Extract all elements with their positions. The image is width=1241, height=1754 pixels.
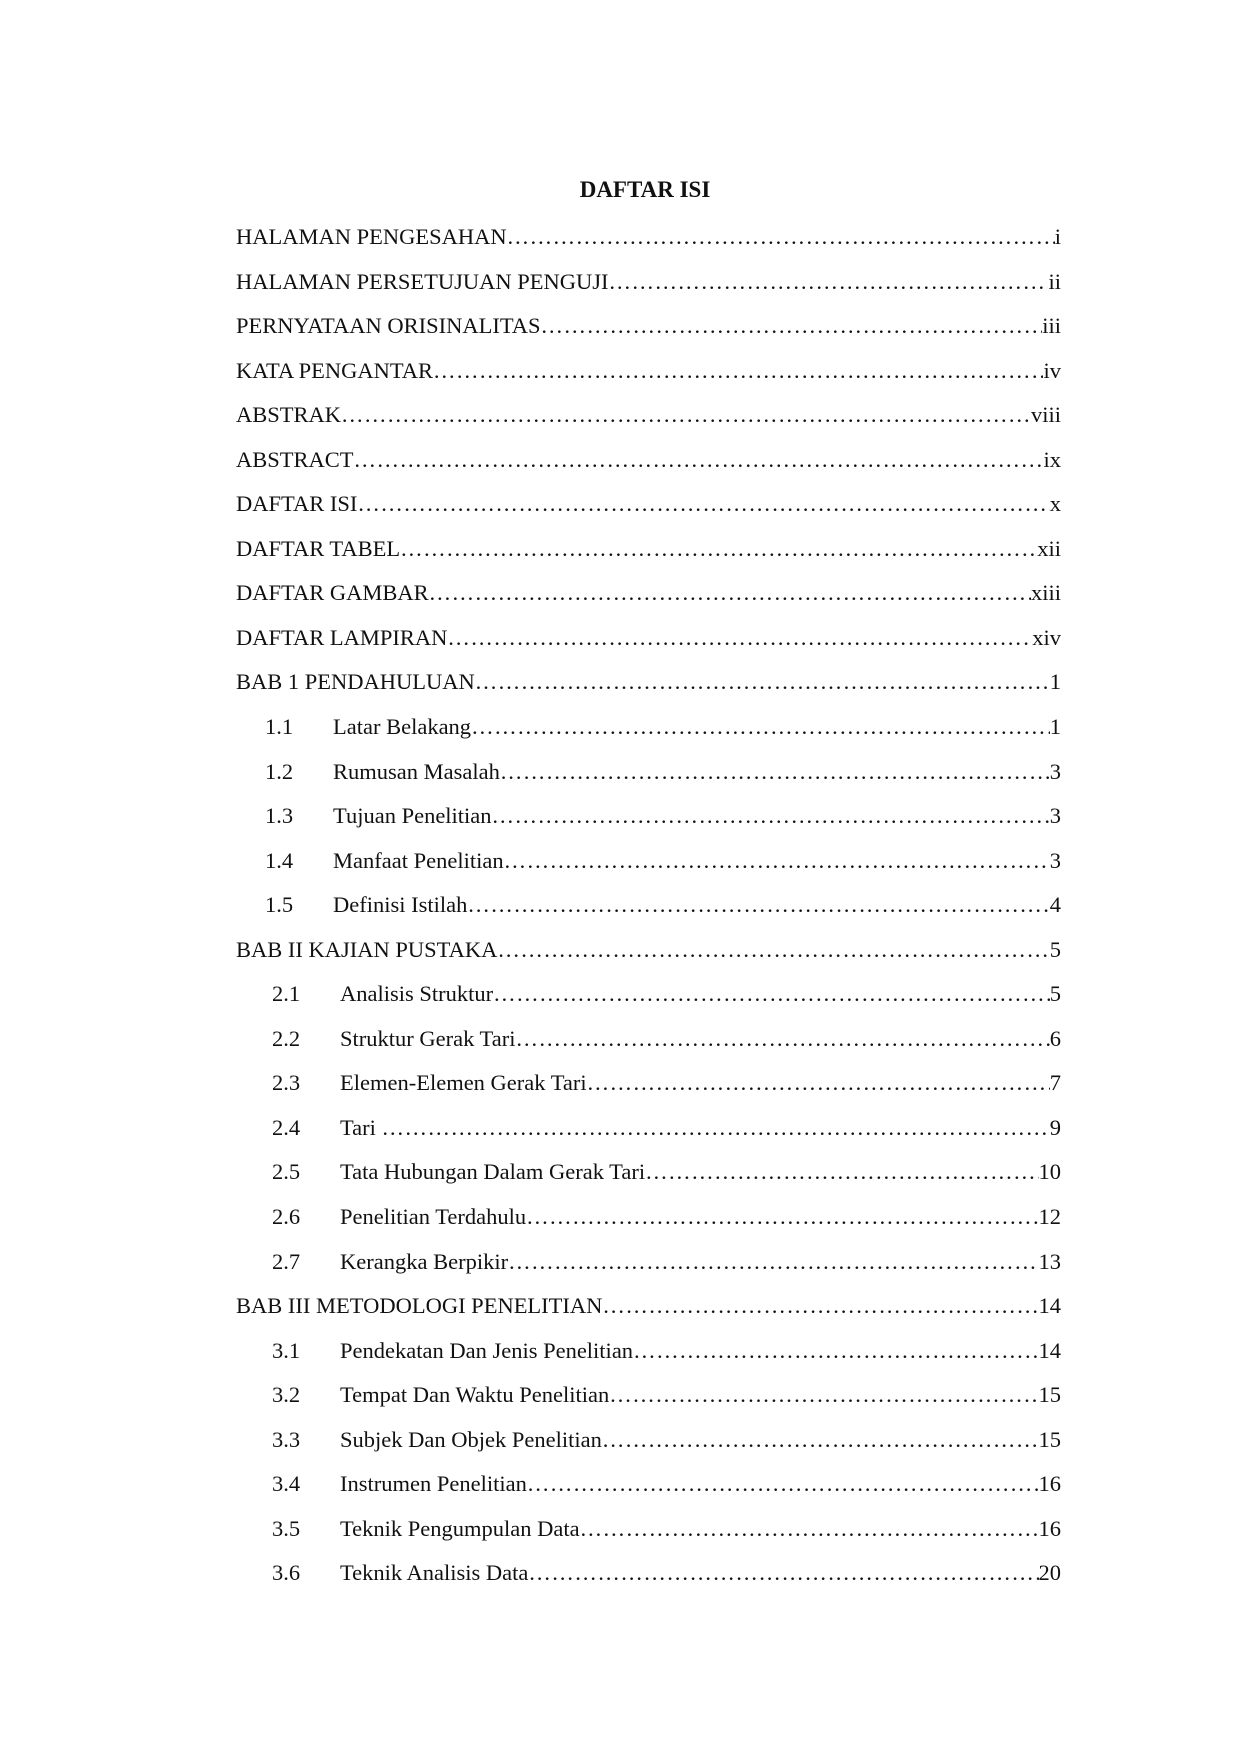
leader-dots: [633, 1336, 1038, 1366]
toc-entry-label: HALAMAN PERSETUJUAN PENGUJI: [236, 268, 609, 294]
leader-dots: [587, 1068, 1050, 1098]
toc-subentry[interactable]: [236, 1469, 1061, 1514]
leader-dots: [500, 757, 1050, 787]
toc-entry-page: 14: [1038, 1337, 1061, 1363]
toc-entry-number: 2.1: [272, 981, 301, 1007]
toc-entry-label: Rumusan Masalah: [333, 758, 500, 784]
toc-entry-page: xii: [1037, 535, 1061, 561]
leader-dots: [526, 1202, 1038, 1232]
leader-dots: [602, 1425, 1039, 1455]
toc-entry-page: 1: [1049, 669, 1061, 695]
leader-dots: [609, 1380, 1038, 1410]
toc-subentry[interactable]: [236, 712, 1061, 757]
toc-entry-number: 3.6: [272, 1560, 301, 1586]
leader-dots: [492, 801, 1050, 831]
toc-entry-number: 2.2: [272, 1025, 301, 1051]
toc-entry-label: Manfaat Penelitian: [333, 847, 504, 873]
toc-entry-page: viii: [1030, 402, 1061, 428]
toc-entry[interactable]: [236, 489, 1061, 534]
toc-entry-page: 3: [1049, 847, 1061, 873]
toc-subentry[interactable]: [236, 1425, 1061, 1470]
toc-entry-page: 10: [1038, 1159, 1061, 1185]
toc-entry[interactable]: [236, 311, 1061, 356]
toc-entry[interactable]: [236, 356, 1061, 401]
toc-entry[interactable]: [236, 623, 1061, 668]
toc-entry-page: xiii: [1030, 580, 1061, 606]
toc-subentry[interactable]: [236, 1336, 1061, 1381]
toc-subentry[interactable]: [236, 1157, 1061, 1202]
toc-entry-label: ABSTRAK: [236, 402, 342, 428]
toc-entry-number: 2.4: [272, 1114, 301, 1140]
toc-entry-label: DAFTAR ISI: [236, 491, 358, 517]
toc-entry-number: 1.4: [265, 847, 294, 873]
leader-dots: [528, 1558, 1038, 1588]
toc-entry-page: 3: [1049, 803, 1061, 829]
toc-entry-label: Definisi Istilah: [333, 892, 468, 918]
toc-entry[interactable]: [236, 445, 1061, 490]
toc-entry-page: 15: [1038, 1382, 1061, 1408]
toc-entry-page: 5: [1049, 936, 1061, 962]
toc-subentry[interactable]: [236, 1247, 1061, 1292]
toc-entry-page: 15: [1038, 1426, 1061, 1452]
toc-entry-page: 9: [1049, 1114, 1061, 1140]
toc-entry-label: Elemen-Elemen Gerak Tari: [340, 1070, 587, 1096]
toc-entry[interactable]: [236, 578, 1061, 623]
toc-entry-page: x: [1049, 491, 1061, 517]
toc-entry-number: 3.5: [272, 1515, 301, 1541]
toc-subentry[interactable]: [236, 979, 1061, 1024]
leader-dots: [507, 222, 1055, 252]
leader-dots: [541, 311, 1043, 341]
toc-entry-page: i: [1054, 224, 1061, 249]
toc-entry-number: 3.1: [272, 1337, 301, 1363]
toc-entry-page: xiv: [1032, 624, 1061, 650]
toc-chapter[interactable]: [236, 667, 1061, 712]
toc-entry-page: 6: [1049, 1025, 1061, 1051]
leader-dots: [447, 623, 1032, 653]
leader-dots: [527, 1469, 1039, 1499]
toc-entry-number: 2.7: [272, 1248, 301, 1274]
leader-dots: [382, 1113, 1050, 1143]
toc-entry[interactable]: [236, 400, 1061, 445]
leader-dots: [341, 400, 1031, 430]
toc-entry-number: 2.5: [272, 1159, 301, 1185]
toc-subentry[interactable]: [236, 801, 1061, 846]
toc-entry-number: 3.2: [272, 1382, 301, 1408]
toc-entry-page: 16: [1038, 1471, 1061, 1497]
table-of-contents: [236, 222, 1061, 1603]
leader-dots: [467, 890, 1049, 920]
toc-entry[interactable]: [236, 267, 1061, 312]
toc-subentry[interactable]: [236, 1024, 1061, 1069]
toc-entry-page: ix: [1043, 446, 1061, 472]
toc-entry-page: 3: [1049, 758, 1061, 784]
toc-entry-label: ABSTRACT: [236, 446, 354, 472]
toc-entry[interactable]: [236, 534, 1061, 579]
toc-entry-label: BAB 1 PENDAHULUAN: [236, 669, 475, 695]
leader-dots: [508, 1247, 1038, 1277]
leader-dots: [497, 935, 1049, 965]
leader-dots: [580, 1514, 1039, 1544]
toc-subentry[interactable]: [236, 757, 1061, 802]
toc-entry-label: Tempat Dan Waktu Penelitian: [340, 1382, 610, 1408]
toc-entry-page: 13: [1038, 1248, 1061, 1274]
leader-dots: [429, 578, 1031, 608]
toc-subentry[interactable]: [236, 1113, 1061, 1158]
toc-entry-number: 1.2: [265, 758, 294, 784]
toc-entry-label: Teknik Pengumpulan Data: [340, 1515, 580, 1541]
leader-dots: [645, 1157, 1038, 1187]
toc-subentry[interactable]: [236, 846, 1061, 891]
leader-dots: [471, 712, 1050, 742]
toc-entry-page: 5: [1049, 981, 1061, 1007]
toc-entry-number: 1.1: [265, 714, 294, 740]
toc-entry-label: BAB III METODOLOGI PENELITIAN: [236, 1293, 603, 1319]
toc-entry-label: Analisis Struktur: [340, 981, 494, 1007]
toc-subentry[interactable]: [236, 1514, 1061, 1559]
toc-entry-label: Pendekatan Dan Jenis Penelitian: [340, 1337, 634, 1363]
toc-entry-page: 7: [1049, 1070, 1061, 1096]
toc-entry-page: iii: [1042, 313, 1061, 339]
toc-chapter[interactable]: [236, 1291, 1061, 1336]
toc-entry-label: DAFTAR GAMBAR: [236, 580, 429, 606]
toc-entry-number: 1.5: [265, 892, 294, 918]
toc-entry-page: 14: [1038, 1293, 1061, 1319]
toc-entry-label: HALAMAN PENGESAHAN: [236, 224, 507, 249]
leader-dots: [504, 846, 1050, 876]
toc-entry-label: DAFTAR TABEL: [236, 535, 401, 561]
toc-entry-label: Subjek Dan Objek Penelitian: [340, 1426, 602, 1452]
leader-dots: [493, 979, 1050, 1009]
toc-entry-label: Tari: [340, 1114, 382, 1140]
toc-chapter[interactable]: [236, 935, 1061, 980]
toc-entry-page: ii: [1048, 268, 1061, 294]
toc-entry-label: Latar Belakang: [333, 714, 472, 740]
toc-subentry[interactable]: [236, 1068, 1061, 1113]
toc-entry-number: 3.3: [272, 1426, 301, 1452]
leader-dots: [354, 445, 1044, 475]
toc-entry-page: iv: [1043, 357, 1061, 383]
toc-entry-number: 1.3: [265, 803, 294, 829]
toc-entry-label: DAFTAR LAMPIRAN: [236, 624, 448, 650]
leader-dots: [609, 267, 1049, 297]
toc-entry-label: Kerangka Berpikir: [340, 1248, 509, 1274]
toc-entry-page: 1: [1049, 714, 1061, 740]
leader-dots: [515, 1024, 1049, 1054]
leader-dots: [357, 489, 1049, 519]
toc-subentry[interactable]: [236, 890, 1061, 935]
leader-dots: [475, 667, 1050, 697]
toc-subentry[interactable]: [236, 1202, 1061, 1247]
toc-entry-page: 12: [1038, 1204, 1061, 1230]
toc-entry-label: KATA PENGANTAR: [236, 357, 434, 383]
toc-entry-number: 3.4: [272, 1471, 301, 1497]
leader-dots: [602, 1291, 1038, 1321]
toc-entry-page: 16: [1038, 1515, 1061, 1541]
toc-subentry[interactable]: [236, 1558, 1061, 1603]
toc-entry-label: Struktur Gerak Tari: [340, 1025, 516, 1051]
toc-entry-number: 2.3: [272, 1070, 301, 1096]
leader-dots: [433, 356, 1043, 386]
toc-entry-label: Tujuan Penelitian: [333, 803, 492, 829]
toc-entry-number: 2.6: [272, 1204, 301, 1230]
toc-entry-label: Tata Hubungan Dalam Gerak Tari: [340, 1159, 646, 1185]
page-title: DAFTAR ISI: [579, 177, 711, 202]
toc-entry-page: 20: [1038, 1560, 1061, 1586]
toc-entry[interactable]: [236, 222, 1061, 267]
toc-entry-label: PERNYATAAN ORISINALITAS: [236, 313, 541, 339]
leader-dots: [400, 534, 1037, 564]
toc-entry-label: Penelitian Terdahulu: [340, 1204, 527, 1230]
toc-entry-label: Teknik Analisis Data: [340, 1560, 529, 1586]
toc-entry-label: Instrumen Penelitian: [340, 1471, 527, 1497]
toc-subentry[interactable]: [236, 1380, 1061, 1425]
toc-entry-page: 4: [1049, 892, 1061, 918]
toc-entry-label: BAB II KAJIAN PUSTAKA: [236, 936, 498, 962]
